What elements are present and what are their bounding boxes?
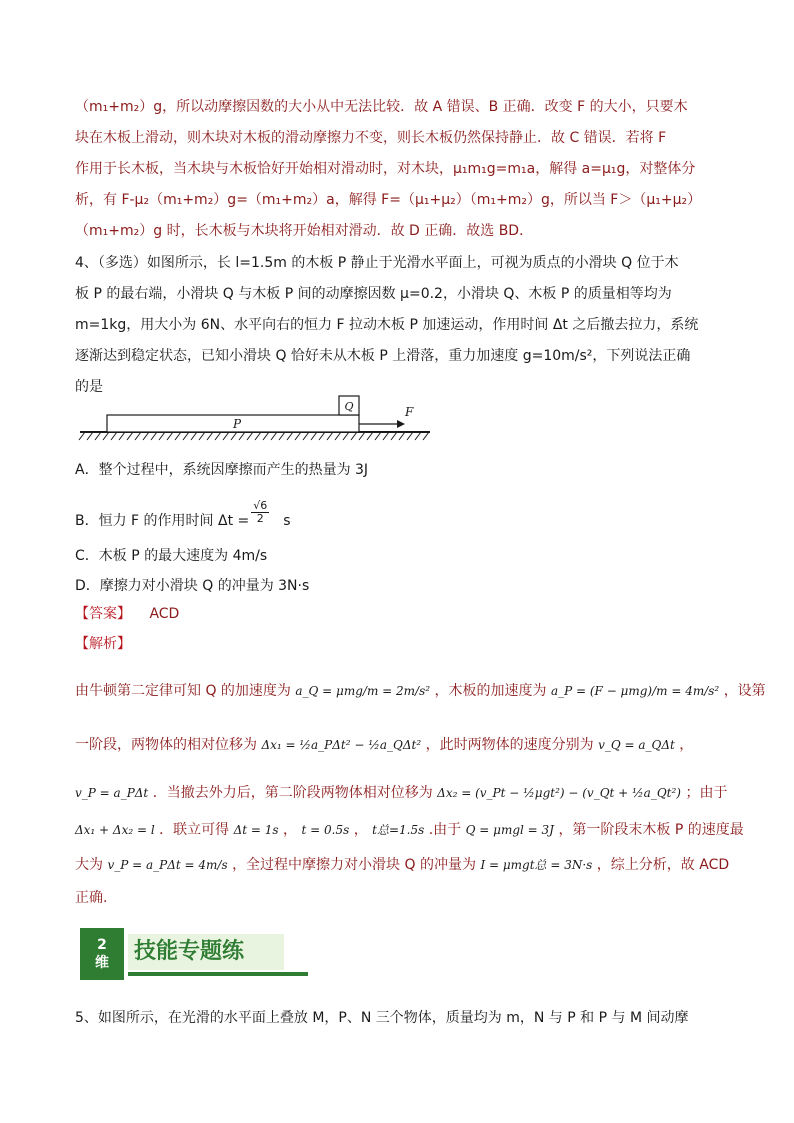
prev-line: 析，有 F-μ₂（m₁+m₂）g=（m₁+m₂）a，解得 F=（μ₁+μ₂）（m₁+m₂）g，所以当 F＞（μ₁+μ₂） xyxy=(75,192,702,208)
formula-vp: v_P = a_PΔt xyxy=(75,786,149,800)
analysis-line-6: 正确. xyxy=(75,890,108,906)
analysis-line-3 xyxy=(75,783,728,803)
analysis-text: ；由于 xyxy=(685,785,728,801)
formula-t: t = 0.5s xyxy=(301,823,350,837)
prev-line: （m₁+m₂）g 时，长木板与木块将开始相对滑动．故 D 正确．故选 BD． xyxy=(75,223,534,239)
formula-vpmax: v_P = a_PΔt = 4m/s xyxy=(107,858,228,872)
formula-dt: Δt = 1s xyxy=(233,823,279,837)
analysis-tag-row xyxy=(75,634,725,654)
analysis-text: ， xyxy=(679,737,694,753)
analysis-text: 一阶段，两物体的相对位移为 xyxy=(75,737,257,753)
analysis-text: ，木板的加速度为 xyxy=(434,683,547,699)
question-line: 板 P 的最右端，小滑块 Q 与木板 P 间的动摩擦因数 μ=0.2，小滑块 Q、木板 P 的质量相等均为 xyxy=(75,286,672,302)
analysis-tag: 【解析】 xyxy=(75,636,131,652)
analysis-line-5 xyxy=(75,855,730,875)
formula-heat: Q = μmgl = 3J xyxy=(465,823,554,837)
prev-line: （m₁+m₂）g，所以动摩擦因数的大小从中无法比较．故 A 错误、B 正确．改变 F 的大小，只要木 xyxy=(75,99,688,115)
analysis-text: ， xyxy=(353,822,368,838)
option-b-unit: s xyxy=(283,512,291,529)
prev-answer-analysis xyxy=(75,92,725,247)
answer-value: ACD xyxy=(149,606,180,622)
analysis-text: ，全过程中摩擦力对小滑块 Q 的冲量为 xyxy=(232,857,476,873)
formula-ttotal: t总=1.5s xyxy=(372,823,425,837)
formula-dx2: Δx₂ = (v_Pt − ½μgt²) − (v_Qt + ½a_Qt²) xyxy=(437,786,681,800)
analysis-text: .由于 xyxy=(428,822,462,838)
prev-line: 块在木板上滑动，则木块对木板的滑动摩擦力不变，则长木板仍然保持静止．故 C 错误．若将 F xyxy=(75,130,667,146)
question-line: 逐渐达到稳定状态，已知小滑块 Q 恰好未从木板 P 上滑落，重力加速度 g=10m/s²，下列说法正确 xyxy=(75,348,691,364)
section-badge xyxy=(80,928,124,980)
analysis-text: ，设第 xyxy=(723,683,766,699)
answer-row xyxy=(75,604,725,624)
question-4-stem xyxy=(75,248,725,403)
formula-dx1: Δx₁ = ½a_PΔt² − ½a_QΔt² xyxy=(261,738,422,752)
force-label: F xyxy=(405,405,414,419)
section-banner xyxy=(80,928,280,980)
question-5-line: 5、如图所示，在光滑的水平面上叠放 M，P、N 三个物体，质量均为 m，N 与 P 和 P 与 M 间动摩 xyxy=(75,1010,689,1026)
analysis-line-2 xyxy=(75,735,725,755)
option-d: D．摩擦力对小滑块 Q 的冲量为 3N·s xyxy=(75,578,310,594)
badge-wei: 维 xyxy=(95,955,109,971)
question-line: m=1kg，用大小为 6N、水平向右的恒力 F 拉动木板 P 加速运动，作用时间 Δt 之后撤去拉力，系统 xyxy=(75,317,699,333)
analysis-text: ，综上分析，故 ACD xyxy=(596,857,730,873)
analysis-text: 由牛顿第二定律可知 Q 的加速度为 xyxy=(75,683,291,699)
fraction-numerator: √6 xyxy=(253,499,268,512)
board-block-figure xyxy=(75,388,435,444)
board-p-label: P xyxy=(232,417,242,431)
option-b-fraction xyxy=(251,500,269,525)
analysis-text: ．联立可得 xyxy=(159,822,230,838)
analysis-text: 大为 xyxy=(75,857,103,873)
fraction-denominator: 2 xyxy=(256,512,264,525)
formula-vq: v_Q = a_QΔt xyxy=(598,738,675,752)
question-line: 的是 xyxy=(75,379,103,395)
analysis-text: ， xyxy=(283,822,298,838)
prev-line: 作用于长木板，当木块与木板恰好开始相对滑动时，对木块，μ₁m₁g=m₁a，解得 a=μ₁g，对整体分 xyxy=(75,161,696,177)
option-a: A．整个过程中，系统因摩擦而产生的热量为 3J xyxy=(75,462,369,478)
question-line: 4、（多选）如图所示，长 l=1.5m 的木板 P 静止于光滑水平面上，可视为质点的小滑块 Q 位于木 xyxy=(75,255,679,271)
analysis-text: ．当撤去外力后，第二阶段两物体相对位移为 xyxy=(152,785,433,801)
analysis-line-1 xyxy=(75,681,766,701)
formula-ap: a_P = (F − μmg)/m = 4m/s² xyxy=(550,684,720,698)
option-b xyxy=(75,499,725,533)
answer-tag: 【答案】 xyxy=(75,606,131,622)
option-b-text: B．恒力 F 的作用时间 Δt = xyxy=(75,512,250,529)
formula-aq: a_Q = μmg/m = 2m/s² xyxy=(295,684,431,698)
badge-number: 2 xyxy=(97,937,107,953)
arrow-head-icon xyxy=(397,420,405,428)
analysis-text: ，第一阶段末木板 P 的速度最 xyxy=(558,822,744,838)
banner-underline xyxy=(128,972,308,976)
option-c: C．木板 P 的最大速度为 4m/s xyxy=(75,548,268,564)
formula-sum: Δx₁ + Δx₂ = l xyxy=(75,823,155,837)
analysis-line-4 xyxy=(75,820,744,840)
section-title: 技能专题练 xyxy=(128,934,284,970)
analysis-text: ，此时两物体的速度分别为 xyxy=(425,737,594,753)
formula-impulse: I = μmgt总 = 3N·s xyxy=(480,858,593,872)
block-q-label: Q xyxy=(344,400,354,413)
